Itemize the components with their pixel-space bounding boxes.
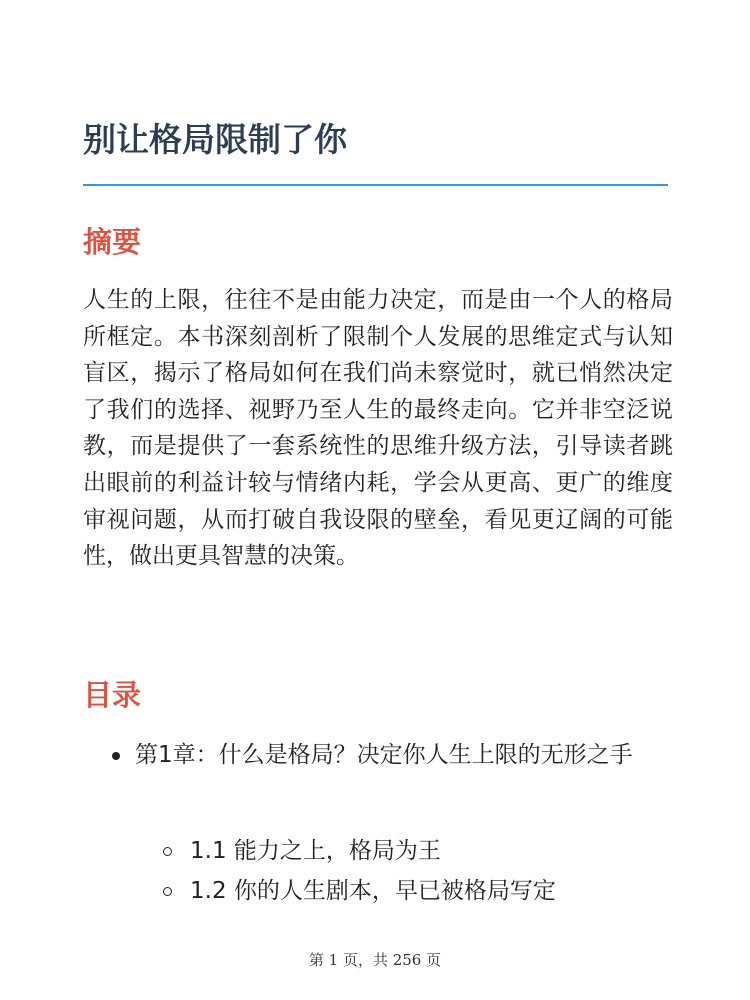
summary-heading: 摘要 (83, 225, 142, 259)
page-footer: 第 1 页，共 256 页 (308, 951, 442, 969)
filled-circle-bullet-icon (112, 752, 120, 760)
hollow-circle-bullet-icon (163, 847, 172, 856)
toc-item-chapter-1[interactable]: 第1章：什么是格局？决定你人生上限的无形之手 (135, 742, 633, 768)
toc-heading: 目录 (83, 678, 142, 712)
hollow-circle-bullet-icon (163, 887, 172, 896)
summary-paragraph: 人生的上限，往往不是由能力决定，而是由一个人的格局所框定。本书深刻剖析了限制个人发展的思维定式与认知盲区，揭示了格局如何在我们尚未察觉时，就已悄然决定了我们的选择、视野乃至人生的最终走向。它并非空泛说教，而是提供了一套系统性的思维升级方法，引导读者跳出眼前的利益计较与情绪内耗，学会从更高、更广的维度审视问题，从而打破自我设限的壁垒，看见更辽阔的可能性，做出更具智慧的决策。 (83, 287, 673, 570)
page-title: 别让格局限制了你 (83, 120, 347, 159)
toc-subitem-1-2[interactable]: 1.2 你的人生剧本，早已被格局写定 (190, 878, 556, 904)
toc-subitem-1-1[interactable]: 1.1 能力之上，格局为王 (190, 838, 441, 864)
title-divider (83, 184, 668, 186)
